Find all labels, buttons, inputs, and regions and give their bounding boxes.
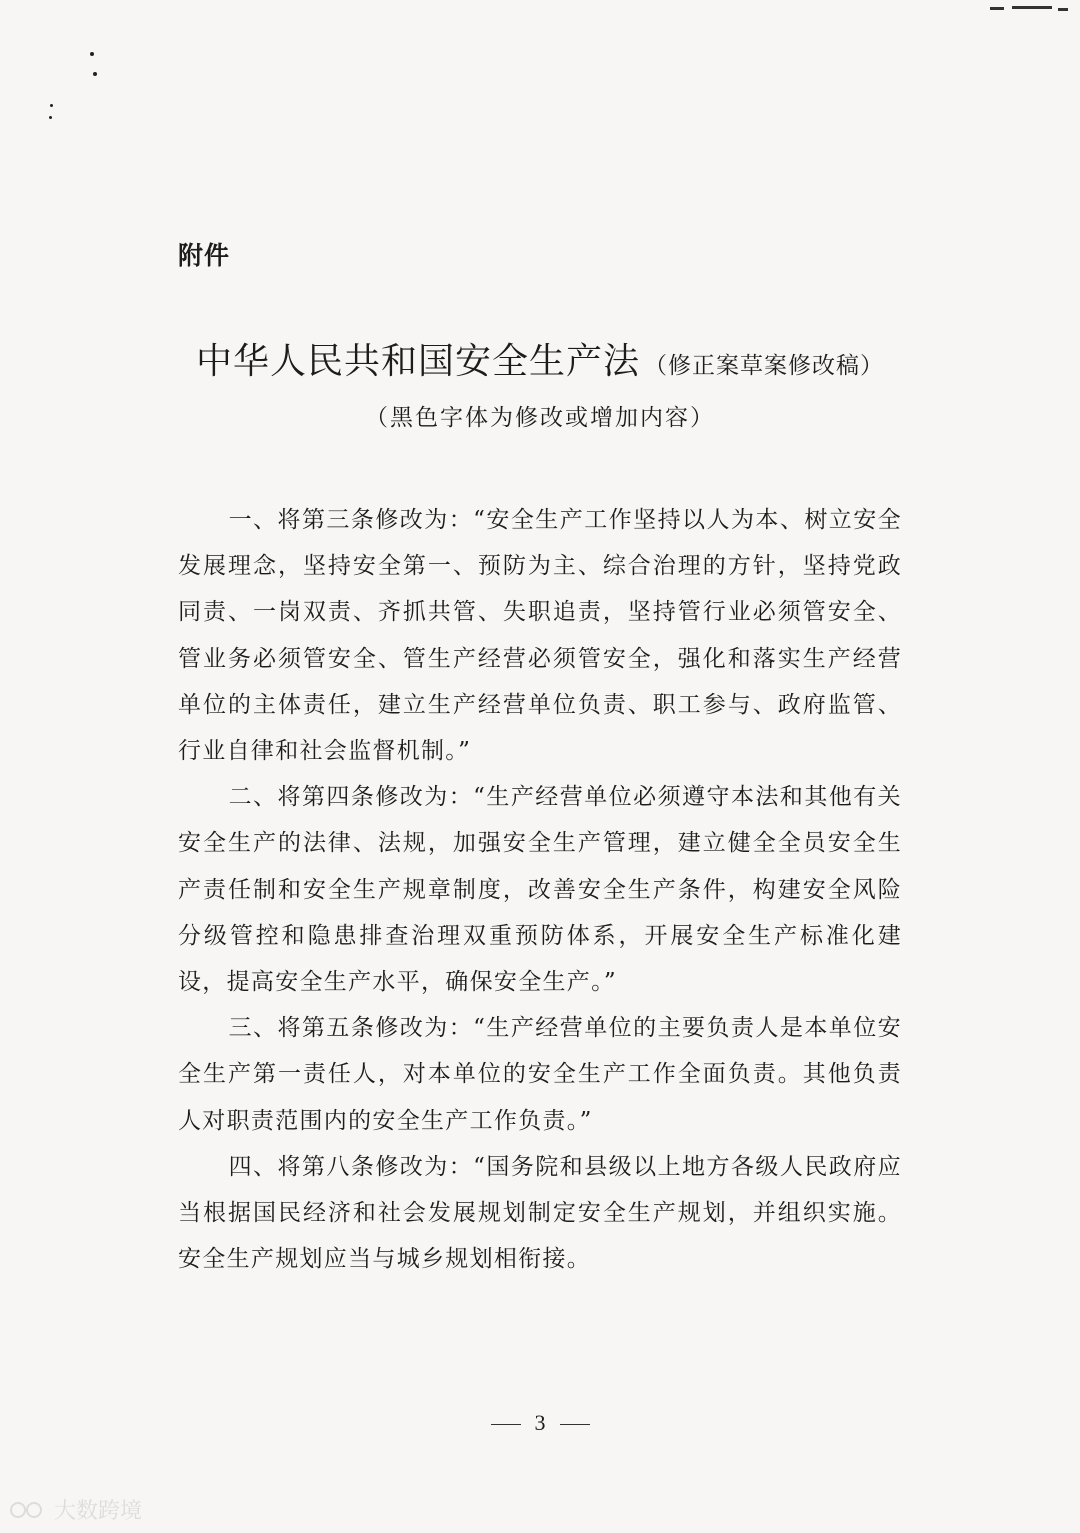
watermark-logo-icon — [8, 1499, 48, 1521]
page-number-value: 3 — [534, 1410, 546, 1435]
paragraph-article-8: 四、将第八条修改为：“国务院和县级以上地方各级人民政府应当根据国民经济和社会发展规划制定安全生产规划，并组织实施。安全生产规划应当与城乡规划相衔接。 — [178, 1153, 902, 1273]
watermark — [8, 1494, 142, 1525]
attachment-label: 附件 — [178, 241, 231, 270]
document-title — [0, 333, 1080, 384]
paragraph-article-5: 三、将第五条修改为：“生产经营单位的主要负责人是本单位安全生产第一责任人，对本单位的安全生产工作全面负责。其他负责人对职责范围内的安全生产工作负责。” — [178, 1015, 902, 1134]
title-main: 中华人民共和国安全生产法 — [195, 341, 640, 382]
page-number — [0, 1410, 1080, 1436]
scan-speck — [93, 72, 97, 76]
scan-speck — [49, 116, 52, 119]
scan-speck — [50, 104, 53, 107]
page-number-dash-left — [491, 1424, 521, 1425]
paragraph-article-3: 一、将第三条修改为：“安全生产工作坚持以人为本、树立安全发展理念，坚持安全第一、预防为主、综合治理的方针，坚持党政同责、一岗双责、齐抓共管、失职追责，坚持管行业必须管安全、管业务必须管安全、管生产经营必须管安全，强化和落实生产经营单位的主体责任，建立生产经营单位负责、职工参与、政府监管、行业自律和社会监督机制。” — [178, 507, 902, 765]
title-parenthetical: （修正案草案修改稿） — [644, 353, 884, 379]
paragraph-article-4: 二、将第四条修改为：“生产经营单位必须遵守本法和其他有关安全生产的法律、法规，加强安全生产管理，建立健全全员安全生产责任制和安全生产规章制度，改善安全生产条件，构建安全风险分级管控和隐患排查治理双重预防体系，开展安全生产标准化建设，提高安全生产水平，确保安全生产。” — [178, 784, 902, 996]
scan-edge-mark — [990, 6, 1070, 12]
page-number-dash-right — [560, 1424, 590, 1425]
body-text — [178, 497, 902, 1282]
watermark-text: 大数跨境 — [54, 1499, 143, 1524]
document-subtitle: （黑色字体为修改或增加内容） — [365, 405, 715, 431]
scan-speck — [90, 52, 94, 56]
